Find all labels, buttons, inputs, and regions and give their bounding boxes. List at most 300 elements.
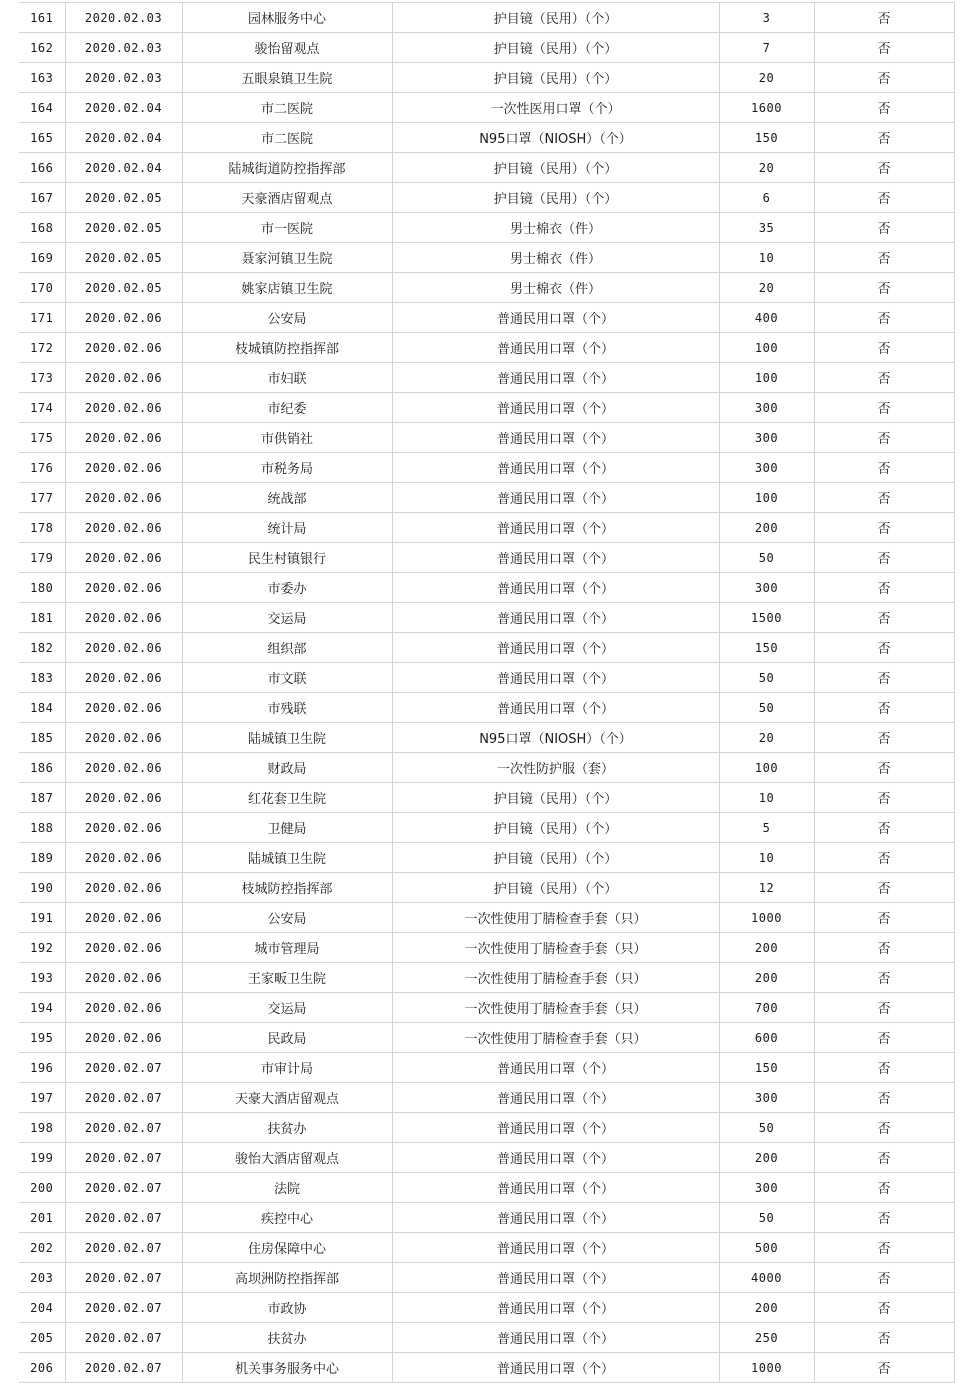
status-cell: 否 [814, 1323, 954, 1353]
table-row [19, 273, 954, 303]
date-cell: 2020.02.07 [65, 1263, 182, 1293]
row-number: 190 [19, 873, 65, 903]
quantity-cell: 200 [719, 1143, 814, 1173]
row-number: 173 [19, 363, 65, 393]
quantity-cell: 150 [719, 123, 814, 153]
item-cell: N95口罩（NIOSH）（个） [392, 723, 719, 753]
donation-distribution-table [19, 2, 955, 1383]
date-cell: 2020.02.05 [65, 213, 182, 243]
table-row [19, 363, 954, 393]
item-cell: 一次性使用丁腈检查手套（只） [392, 933, 719, 963]
item-cell: N95口罩（NIOSH）（个） [392, 123, 719, 153]
status-cell: 否 [814, 1083, 954, 1113]
item-cell: 一次性医用口罩（个） [392, 93, 719, 123]
status-cell: 否 [814, 753, 954, 783]
row-number: 187 [19, 783, 65, 813]
item-cell: 普通民用口罩（个） [392, 363, 719, 393]
recipient-cell: 城市管理局 [182, 933, 392, 963]
recipient-cell: 园林服务中心 [182, 3, 392, 33]
quantity-cell: 20 [719, 273, 814, 303]
quantity-cell: 300 [719, 453, 814, 483]
row-number: 176 [19, 453, 65, 483]
date-cell: 2020.02.06 [65, 783, 182, 813]
quantity-cell: 50 [719, 663, 814, 693]
date-cell: 2020.02.06 [65, 483, 182, 513]
row-number: 164 [19, 93, 65, 123]
item-cell: 护目镜（民用）（个） [392, 783, 719, 813]
row-number: 172 [19, 333, 65, 363]
status-cell: 否 [814, 393, 954, 423]
recipient-cell: 市二医院 [182, 123, 392, 153]
recipient-cell: 骏怡留观点 [182, 33, 392, 63]
recipient-cell: 王家畈卫生院 [182, 963, 392, 993]
quantity-cell: 300 [719, 1173, 814, 1203]
quantity-cell: 10 [719, 783, 814, 813]
recipient-cell: 扶贫办 [182, 1323, 392, 1353]
item-cell: 护目镜（民用）（个） [392, 813, 719, 843]
recipient-cell: 卫健局 [182, 813, 392, 843]
recipient-cell: 公安局 [182, 303, 392, 333]
date-cell: 2020.02.07 [65, 1353, 182, 1383]
recipient-cell: 市审计局 [182, 1053, 392, 1083]
item-cell: 普通民用口罩（个） [392, 333, 719, 363]
recipient-cell: 机关事务服务中心 [182, 1353, 392, 1383]
row-number: 165 [19, 123, 65, 153]
row-number: 171 [19, 303, 65, 333]
quantity-cell: 1500 [719, 603, 814, 633]
recipient-cell: 市一医院 [182, 213, 392, 243]
quantity-cell: 200 [719, 1293, 814, 1323]
table-row [19, 93, 954, 123]
table-row [19, 1233, 954, 1263]
date-cell: 2020.02.07 [65, 1083, 182, 1113]
row-number: 202 [19, 1233, 65, 1263]
date-cell: 2020.02.07 [65, 1053, 182, 1083]
status-cell: 否 [814, 843, 954, 873]
quantity-cell: 20 [719, 63, 814, 93]
item-cell: 普通民用口罩（个） [392, 1293, 719, 1323]
row-number: 205 [19, 1323, 65, 1353]
recipient-cell: 市残联 [182, 693, 392, 723]
row-number: 185 [19, 723, 65, 753]
row-number: 198 [19, 1113, 65, 1143]
row-number: 162 [19, 33, 65, 63]
quantity-cell: 5 [719, 813, 814, 843]
item-cell: 护目镜（民用）（个） [392, 153, 719, 183]
table-row [19, 1083, 954, 1113]
quantity-cell: 200 [719, 513, 814, 543]
recipient-cell: 民政局 [182, 1023, 392, 1053]
status-cell: 否 [814, 723, 954, 753]
row-number: 195 [19, 1023, 65, 1053]
item-cell: 男士棉衣（件） [392, 213, 719, 243]
table-row [19, 813, 954, 843]
recipient-cell: 聂家河镇卫生院 [182, 243, 392, 273]
table-row [19, 663, 954, 693]
status-cell: 否 [814, 93, 954, 123]
date-cell: 2020.02.06 [65, 363, 182, 393]
status-cell: 否 [814, 513, 954, 543]
item-cell: 护目镜（民用）（个） [392, 843, 719, 873]
row-number: 175 [19, 423, 65, 453]
item-cell: 普通民用口罩（个） [392, 1263, 719, 1293]
item-cell: 普通民用口罩（个） [392, 1353, 719, 1383]
item-cell: 普通民用口罩（个） [392, 513, 719, 543]
date-cell: 2020.02.06 [65, 933, 182, 963]
status-cell: 否 [814, 873, 954, 903]
row-number: 194 [19, 993, 65, 1023]
item-cell: 一次性防护服（套） [392, 753, 719, 783]
status-cell: 否 [814, 543, 954, 573]
recipient-cell: 市委办 [182, 573, 392, 603]
quantity-cell: 50 [719, 1113, 814, 1143]
status-cell: 否 [814, 813, 954, 843]
item-cell: 普通民用口罩（个） [392, 453, 719, 483]
row-number: 184 [19, 693, 65, 723]
date-cell: 2020.02.04 [65, 93, 182, 123]
row-number: 201 [19, 1203, 65, 1233]
table-row [19, 393, 954, 423]
item-cell: 护目镜（民用）（个） [392, 63, 719, 93]
item-cell: 护目镜（民用）（个） [392, 873, 719, 903]
date-cell: 2020.02.06 [65, 333, 182, 363]
recipient-cell: 陆城镇卫生院 [182, 843, 392, 873]
recipient-cell: 市政协 [182, 1293, 392, 1323]
date-cell: 2020.02.03 [65, 3, 182, 33]
recipient-cell: 法院 [182, 1173, 392, 1203]
table-row [19, 753, 954, 783]
date-cell: 2020.02.07 [65, 1203, 182, 1233]
row-number: 199 [19, 1143, 65, 1173]
item-cell: 一次性使用丁腈检查手套（只） [392, 963, 719, 993]
item-cell: 普通民用口罩（个） [392, 1323, 719, 1353]
quantity-cell: 35 [719, 213, 814, 243]
recipient-cell: 陆城街道防控指挥部 [182, 153, 392, 183]
quantity-cell: 200 [719, 933, 814, 963]
status-cell: 否 [814, 153, 954, 183]
table-row [19, 153, 954, 183]
date-cell: 2020.02.06 [65, 843, 182, 873]
item-cell: 普通民用口罩（个） [392, 483, 719, 513]
recipient-cell: 扶贫办 [182, 1113, 392, 1143]
item-cell: 普通民用口罩（个） [392, 1173, 719, 1203]
row-number: 166 [19, 153, 65, 183]
status-cell: 否 [814, 933, 954, 963]
recipient-cell: 财政局 [182, 753, 392, 783]
row-number: 188 [19, 813, 65, 843]
status-cell: 否 [814, 183, 954, 213]
item-cell: 普通民用口罩（个） [392, 1113, 719, 1143]
item-cell: 普通民用口罩（个） [392, 423, 719, 453]
date-cell: 2020.02.06 [65, 513, 182, 543]
row-number: 178 [19, 513, 65, 543]
date-cell: 2020.02.06 [65, 303, 182, 333]
date-cell: 2020.02.06 [65, 543, 182, 573]
status-cell: 否 [814, 243, 954, 273]
quantity-cell: 50 [719, 543, 814, 573]
recipient-cell: 市税务局 [182, 453, 392, 483]
table-row [19, 693, 954, 723]
row-number: 197 [19, 1083, 65, 1113]
status-cell: 否 [814, 213, 954, 243]
quantity-cell: 100 [719, 363, 814, 393]
date-cell: 2020.02.05 [65, 243, 182, 273]
quantity-cell: 100 [719, 753, 814, 783]
row-number: 206 [19, 1353, 65, 1383]
status-cell: 否 [814, 1053, 954, 1083]
table-row [19, 243, 954, 273]
quantity-cell: 50 [719, 693, 814, 723]
item-cell: 护目镜（民用）（个） [392, 33, 719, 63]
table-row [19, 1023, 954, 1053]
date-cell: 2020.02.04 [65, 123, 182, 153]
status-cell: 否 [814, 963, 954, 993]
row-number: 191 [19, 903, 65, 933]
recipient-cell: 陆城镇卫生院 [182, 723, 392, 753]
status-cell: 否 [814, 1113, 954, 1143]
date-cell: 2020.02.07 [65, 1143, 182, 1173]
table-row [19, 1173, 954, 1203]
status-cell: 否 [814, 1263, 954, 1293]
item-cell: 一次性使用丁腈检查手套（只） [392, 993, 719, 1023]
table-row [19, 783, 954, 813]
table-row [19, 33, 954, 63]
row-number: 181 [19, 603, 65, 633]
date-cell: 2020.02.07 [65, 1233, 182, 1263]
item-cell: 普通民用口罩（个） [392, 1083, 719, 1113]
recipient-cell: 红花套卫生院 [182, 783, 392, 813]
quantity-cell: 12 [719, 873, 814, 903]
row-number: 163 [19, 63, 65, 93]
quantity-cell: 300 [719, 573, 814, 603]
item-cell: 护目镜（民用）（个） [392, 183, 719, 213]
quantity-cell: 300 [719, 1083, 814, 1113]
table-row [19, 1293, 954, 1323]
status-cell: 否 [814, 303, 954, 333]
quantity-cell: 100 [719, 483, 814, 513]
item-cell: 普通民用口罩（个） [392, 1203, 719, 1233]
status-cell: 否 [814, 453, 954, 483]
recipient-cell: 骏怡大酒店留观点 [182, 1143, 392, 1173]
status-cell: 否 [814, 783, 954, 813]
item-cell: 普通民用口罩（个） [392, 393, 719, 423]
date-cell: 2020.02.06 [65, 723, 182, 753]
table-row [19, 723, 954, 753]
status-cell: 否 [814, 123, 954, 153]
quantity-cell: 250 [719, 1323, 814, 1353]
table-row [19, 1323, 954, 1353]
status-cell: 否 [814, 333, 954, 363]
status-cell: 否 [814, 1203, 954, 1233]
table-row [19, 213, 954, 243]
recipient-cell: 市妇联 [182, 363, 392, 393]
row-number: 204 [19, 1293, 65, 1323]
status-cell: 否 [814, 993, 954, 1023]
quantity-cell: 600 [719, 1023, 814, 1053]
quantity-cell: 7 [719, 33, 814, 63]
date-cell: 2020.02.06 [65, 903, 182, 933]
date-cell: 2020.02.06 [65, 963, 182, 993]
date-cell: 2020.02.06 [65, 1023, 182, 1053]
table-row [19, 423, 954, 453]
quantity-cell: 20 [719, 723, 814, 753]
item-cell: 普通民用口罩（个） [392, 633, 719, 663]
quantity-cell: 10 [719, 843, 814, 873]
recipient-cell: 组织部 [182, 633, 392, 663]
quantity-cell: 500 [719, 1233, 814, 1263]
status-cell: 否 [814, 273, 954, 303]
status-cell: 否 [814, 1023, 954, 1053]
item-cell: 一次性使用丁腈检查手套（只） [392, 903, 719, 933]
recipient-cell: 市二医院 [182, 93, 392, 123]
date-cell: 2020.02.06 [65, 663, 182, 693]
quantity-cell: 150 [719, 633, 814, 663]
row-number: 192 [19, 933, 65, 963]
table-row [19, 1353, 954, 1383]
row-number: 170 [19, 273, 65, 303]
item-cell: 男士棉衣（件） [392, 243, 719, 273]
row-number: 193 [19, 963, 65, 993]
recipient-cell: 枝城防控指挥部 [182, 873, 392, 903]
date-cell: 2020.02.06 [65, 423, 182, 453]
date-cell: 2020.02.07 [65, 1113, 182, 1143]
table-body [19, 3, 954, 1383]
item-cell: 普通民用口罩（个） [392, 603, 719, 633]
date-cell: 2020.02.07 [65, 1323, 182, 1353]
table-row [19, 603, 954, 633]
quantity-cell: 100 [719, 333, 814, 363]
status-cell: 否 [814, 423, 954, 453]
date-cell: 2020.02.06 [65, 753, 182, 783]
date-cell: 2020.02.06 [65, 573, 182, 603]
table-row [19, 3, 954, 33]
item-cell: 普通民用口罩（个） [392, 1143, 719, 1173]
quantity-cell: 20 [719, 153, 814, 183]
recipient-cell: 住房保障中心 [182, 1233, 392, 1263]
recipient-cell: 市纪委 [182, 393, 392, 423]
table-row [19, 1143, 954, 1173]
recipient-cell: 高坝洲防控指挥部 [182, 1263, 392, 1293]
row-number: 161 [19, 3, 65, 33]
table-row [19, 333, 954, 363]
quantity-cell: 10 [719, 243, 814, 273]
table-row [19, 183, 954, 213]
date-cell: 2020.02.06 [65, 873, 182, 903]
item-cell: 普通民用口罩（个） [392, 303, 719, 333]
date-cell: 2020.02.07 [65, 1293, 182, 1323]
status-cell: 否 [814, 573, 954, 603]
recipient-cell: 交运局 [182, 993, 392, 1023]
status-cell: 否 [814, 363, 954, 393]
table-row [19, 483, 954, 513]
quantity-cell: 300 [719, 393, 814, 423]
quantity-cell: 700 [719, 993, 814, 1023]
recipient-cell: 统战部 [182, 483, 392, 513]
item-cell: 普通民用口罩（个） [392, 573, 719, 603]
recipient-cell: 民生村镇银行 [182, 543, 392, 573]
row-number: 174 [19, 393, 65, 423]
status-cell: 否 [814, 63, 954, 93]
status-cell: 否 [814, 633, 954, 663]
row-number: 167 [19, 183, 65, 213]
status-cell: 否 [814, 1293, 954, 1323]
row-number: 183 [19, 663, 65, 693]
table-row [19, 633, 954, 663]
date-cell: 2020.02.06 [65, 633, 182, 663]
table-row [19, 1203, 954, 1233]
item-cell: 一次性使用丁腈检查手套（只） [392, 1023, 719, 1053]
date-cell: 2020.02.05 [65, 273, 182, 303]
date-cell: 2020.02.06 [65, 993, 182, 1023]
date-cell: 2020.02.06 [65, 393, 182, 423]
item-cell: 男士棉衣（件） [392, 273, 719, 303]
item-cell: 普通民用口罩（个） [392, 543, 719, 573]
status-cell: 否 [814, 1143, 954, 1173]
status-cell: 否 [814, 33, 954, 63]
item-cell: 普通民用口罩（个） [392, 1233, 719, 1263]
table-row [19, 573, 954, 603]
table-row [19, 873, 954, 903]
date-cell: 2020.02.04 [65, 153, 182, 183]
quantity-cell: 200 [719, 963, 814, 993]
row-number: 179 [19, 543, 65, 573]
recipient-cell: 市供销社 [182, 423, 392, 453]
table-row [19, 303, 954, 333]
quantity-cell: 1600 [719, 93, 814, 123]
recipient-cell: 疾控中心 [182, 1203, 392, 1233]
table-row [19, 1053, 954, 1083]
date-cell: 2020.02.06 [65, 693, 182, 723]
status-cell: 否 [814, 903, 954, 933]
quantity-cell: 50 [719, 1203, 814, 1233]
recipient-cell: 姚家店镇卫生院 [182, 273, 392, 303]
table-row [19, 513, 954, 543]
date-cell: 2020.02.05 [65, 183, 182, 213]
table-row [19, 1113, 954, 1143]
quantity-cell: 1000 [719, 1353, 814, 1383]
date-cell: 2020.02.07 [65, 1173, 182, 1203]
quantity-cell: 4000 [719, 1263, 814, 1293]
table-row [19, 1263, 954, 1293]
recipient-cell: 五眼泉镇卫生院 [182, 63, 392, 93]
date-cell: 2020.02.06 [65, 603, 182, 633]
status-cell: 否 [814, 603, 954, 633]
item-cell: 普通民用口罩（个） [392, 663, 719, 693]
recipient-cell: 交运局 [182, 603, 392, 633]
table-row [19, 63, 954, 93]
item-cell: 护目镜（民用）（个） [392, 3, 719, 33]
table-row [19, 933, 954, 963]
recipient-cell: 天豪大酒店留观点 [182, 1083, 392, 1113]
row-number: 196 [19, 1053, 65, 1083]
row-number: 177 [19, 483, 65, 513]
row-number: 182 [19, 633, 65, 663]
row-number: 189 [19, 843, 65, 873]
status-cell: 否 [814, 1233, 954, 1263]
table-row [19, 843, 954, 873]
row-number: 186 [19, 753, 65, 783]
date-cell: 2020.02.06 [65, 453, 182, 483]
date-cell: 2020.02.03 [65, 63, 182, 93]
quantity-cell: 400 [719, 303, 814, 333]
table-row [19, 453, 954, 483]
recipient-cell: 统计局 [182, 513, 392, 543]
quantity-cell: 6 [719, 183, 814, 213]
row-number: 203 [19, 1263, 65, 1293]
table-row [19, 993, 954, 1023]
table-row [19, 903, 954, 933]
status-cell: 否 [814, 483, 954, 513]
